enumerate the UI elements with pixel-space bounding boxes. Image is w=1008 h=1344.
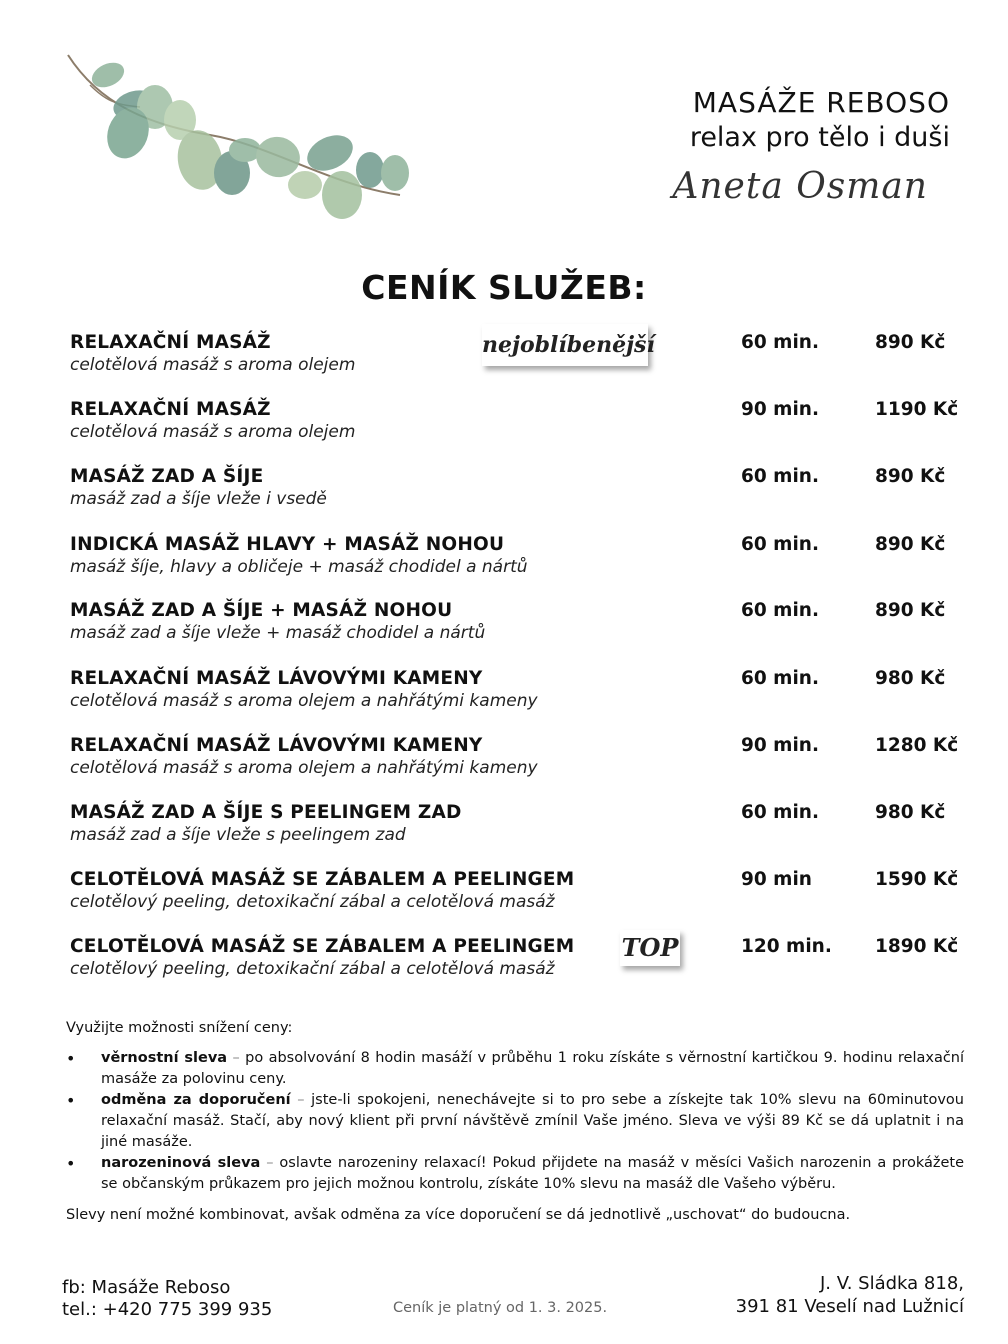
service-name: CELOTĚLOVÁ MASÁŽ SE ZÁBALEM A PEELINGEM [70, 936, 575, 957]
service-duration: 60 min. [741, 600, 820, 621]
discount-title: odměna za doporučení [101, 1092, 291, 1108]
discount-dash: – [297, 1092, 305, 1108]
service-duration: 60 min. [741, 466, 820, 487]
service-name: CELOTĚLOVÁ MASÁŽ SE ZÁBALEM A PEELINGEM [70, 869, 575, 890]
service-name: MASÁŽ ZAD A ŠÍJE [70, 466, 264, 487]
service-price: 980 Kč [875, 668, 946, 689]
service-name: INDICKÁ MASÁŽ HLAVY + MASÁŽ NOHOU [70, 534, 505, 555]
discount-text: oslavte narozeniny relaxací! Pokud přijdete na masáž v měsíci Vašich narozenin a prokážete se občanským průkazem pro jejich možnou kontrolu, získáte 10% slevu na masáž dle Vašeho výběru. [101, 1155, 965, 1192]
service-row [0, 668, 1008, 736]
bullet-icon: • [66, 1049, 76, 1068]
service-row [0, 466, 1008, 534]
service-description: celotělový peeling, detoxikační zábal a celotělová masáž [70, 892, 555, 912]
discount-title: věrnostní sleva [101, 1050, 228, 1066]
service-name: RELAXAČNÍ MASÁŽ [70, 332, 271, 353]
discount-title: narozeninová sleva [101, 1155, 261, 1171]
service-row [0, 933, 1008, 1004]
service-price: 890 Kč [875, 466, 946, 487]
service-description: celotělová masáž s aroma olejem a nahřátými kameny [70, 691, 538, 711]
service-description: celotělový peeling, detoxikační zábal a celotělová masáž [70, 959, 555, 979]
service-row [0, 332, 1008, 400]
service-row [0, 399, 1008, 467]
brand-subtitle: relax pro tělo i duši [689, 122, 950, 153]
discount-list [66, 1048, 964, 1195]
discount-item [66, 1090, 964, 1153]
service-duration: 90 min [741, 869, 812, 890]
discount-text: jste-li spokojeni, nenechávejte si to pro sebe a získejte tak 10% slevu na 60minutovou relaxační masáž. Stačí, aby nový klient při první návštěvě zmínil Vaše jméno. Sleva ve výši 89 Kč se dá uplatnit i na jiné masáže. [101, 1092, 964, 1150]
discount-item [66, 1048, 964, 1090]
phone-number[interactable]: tel.: +420 775 399 935 [62, 1299, 273, 1320]
footer-address [736, 1272, 964, 1318]
service-price: 890 Kč [875, 534, 946, 555]
service-description: masáž zad a šíje vleže i vsedě [70, 489, 327, 509]
favorite-badge: nejoblíbenější [482, 324, 648, 366]
service-description: masáž zad a šíje vleže s peelingem zad [70, 825, 406, 845]
service-duration: 60 min. [741, 534, 820, 555]
service-row [0, 534, 1008, 602]
service-name: MASÁŽ ZAD A ŠÍJE + MASÁŽ NOHOU [70, 600, 453, 621]
discount-note: Slevy není možné kombinovat, avšak odměna za více doporučení se dá jednotlivě „uschovat“ do budoucna. [66, 1207, 851, 1223]
service-description: masáž zad a šíje vleže + masáž chodidel a nártů [70, 623, 486, 643]
address-line-1: J. V. Sládka 818, [819, 1273, 964, 1294]
service-row [0, 802, 1008, 870]
discount-dash: – [266, 1155, 274, 1171]
service-name: RELAXAČNÍ MASÁŽ LÁVOVÝMI KAMENY [70, 735, 483, 756]
service-price: 1590 Kč [875, 869, 959, 890]
service-description: celotělová masáž s aroma olejem a nahřátými kameny [70, 758, 538, 778]
price-validity: Ceník je platný od 1. 3. 2025. [393, 1300, 608, 1316]
eucalyptus-branch-illustration [60, 45, 420, 230]
service-price: 1890 Kč [875, 936, 959, 957]
service-row [0, 600, 1008, 668]
service-duration: 120 min. [741, 936, 832, 957]
service-name: MASÁŽ ZAD A ŠÍJE S PEELINGEM ZAD [70, 802, 462, 823]
discount-dash: – [232, 1050, 240, 1066]
service-price: 980 Kč [875, 802, 946, 823]
service-price: 1190 Kč [875, 399, 959, 420]
service-duration: 90 min. [741, 735, 820, 756]
service-row [0, 869, 1008, 937]
service-description: celotělová masáž s aroma olejem [70, 355, 356, 375]
brand-title: MASÁŽE REBOSO [692, 86, 950, 119]
address-line-2: 391 81 Veselí nad Lužnicí [735, 1296, 964, 1317]
service-price: 890 Kč [875, 600, 946, 621]
service-duration: 60 min. [741, 668, 820, 689]
bullet-icon: • [66, 1154, 76, 1173]
discount-intro: Využijte možnosti snížení ceny: [66, 1020, 293, 1036]
service-price: 890 Kč [875, 332, 946, 353]
page-title: CENÍK SLUŽEB: [361, 268, 647, 307]
service-description: celotělová masáž s aroma olejem [70, 422, 356, 442]
footer-contact [62, 1277, 272, 1321]
service-name: RELAXAČNÍ MASÁŽ [70, 399, 271, 420]
discount-text: po absolvování 8 hodin masáží v průběhu 1 roku získáte s věrnostní kartičkou 9. hodinu relaxační masáže za polovinu ceny. [101, 1050, 965, 1087]
service-duration: 60 min. [741, 332, 820, 353]
service-price: 1280 Kč [875, 735, 959, 756]
facebook-link[interactable]: fb: Masáže Reboso [62, 1277, 231, 1298]
service-duration: 60 min. [741, 802, 820, 823]
service-description: masáž šíje, hlavy a obličeje + masáž chodidel a nártů [70, 557, 528, 577]
top-badge: TOP [620, 930, 680, 966]
signature: Aneta Osman [672, 166, 928, 207]
bullet-icon: • [66, 1091, 76, 1110]
discount-item [66, 1153, 964, 1195]
service-name: RELAXAČNÍ MASÁŽ LÁVOVÝMI KAMENY [70, 668, 483, 689]
service-row [0, 735, 1008, 803]
service-duration: 90 min. [741, 399, 820, 420]
